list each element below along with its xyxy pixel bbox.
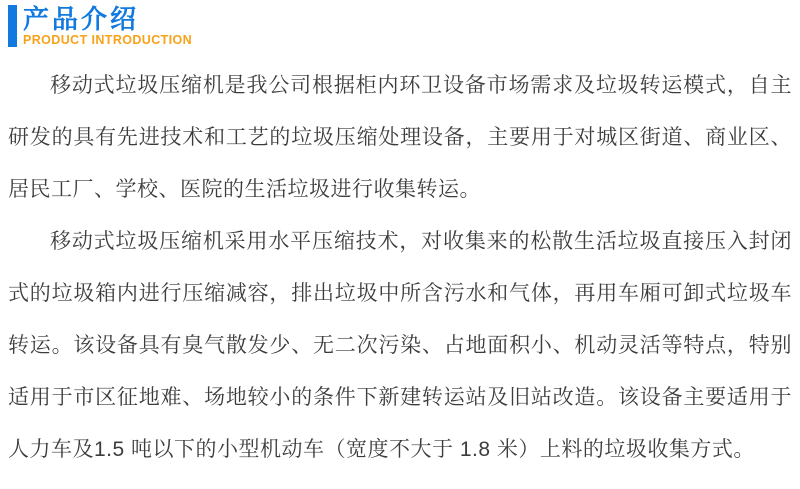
paragraph-intro: 移动式垃圾压缩机是我公司根据柜内环卫设备市场需求及垃圾转运模式，自主研发的具有先进技术和工艺的垃圾压缩处理设备，主要用于对城区街道、商业区、居民工厂、学校、医院的生活垃圾进行收集转运。: [8, 74, 792, 201]
section-title: 产品介绍: [23, 4, 140, 34]
section-header: [8, 5, 800, 47]
header-titles: [23, 5, 192, 47]
section-subtitle: PRODUCT INTRODUCTION: [23, 33, 193, 47]
header-accent-bar: [8, 5, 17, 47]
page: [0, 5, 800, 489]
content: [8, 60, 792, 476]
paragraph-details: 移动式垃圾压缩机采用水平压缩技术，对收集来的松散生活垃圾直接压入封闭式的垃圾箱内进行压缩减容，排出垃圾中所含污水和气体，再用车厢可卸式垃圾车转运。该设备具有臭气散发少、无二次污染、占地面积小、机动灵活等特点，特别适用于市区征地难、场地较小的条件下新建转运站及旧站改造。该设备主要适用于人力车及1.5 吨以下的小型机动车（宽度不大于 1.8 米）上料的垃圾收集方式。: [8, 230, 792, 461]
